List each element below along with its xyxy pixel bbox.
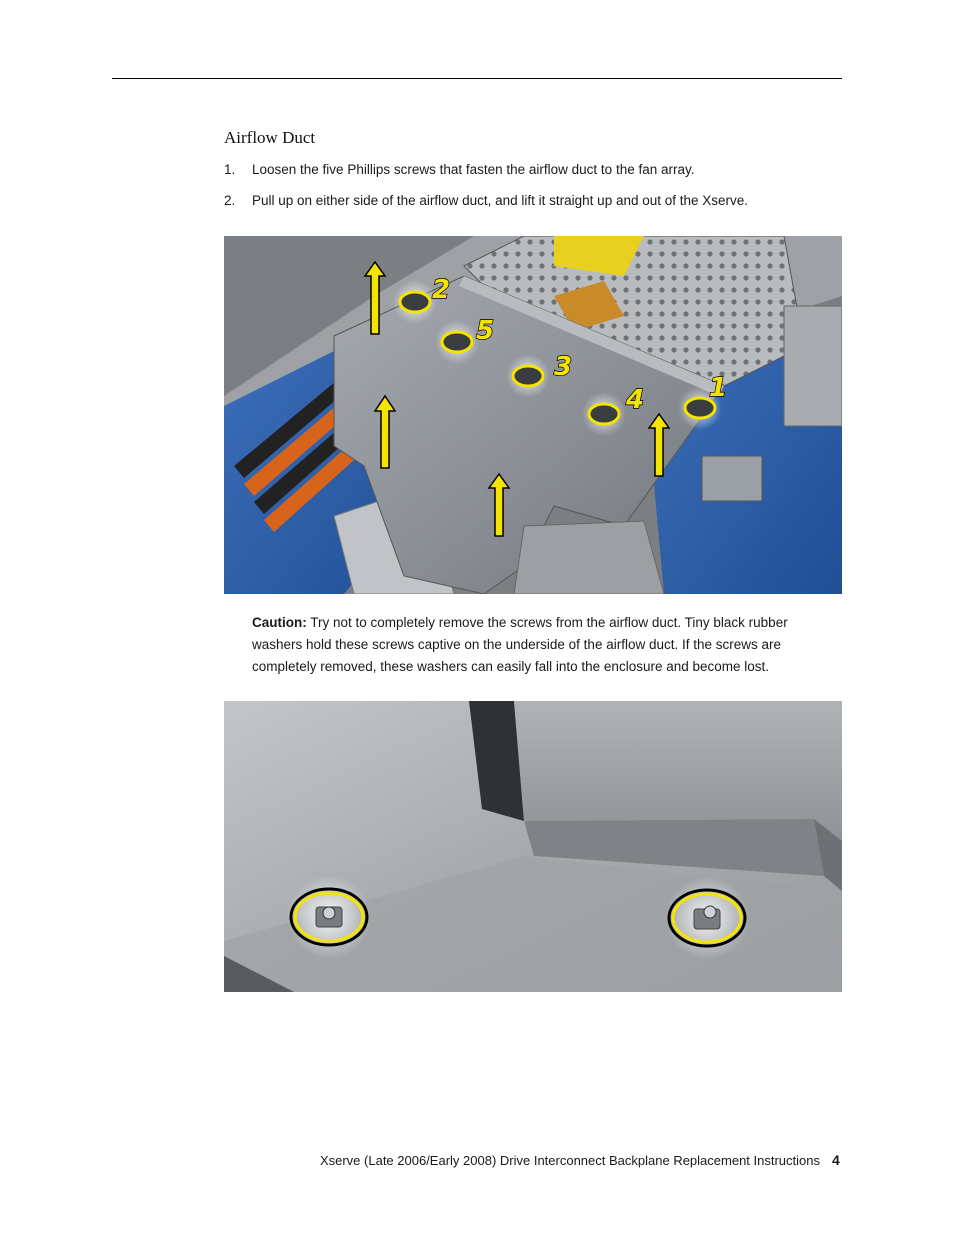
callout-label: 4 <box>626 385 645 415</box>
section-title: Airflow Duct <box>224 128 316 147</box>
callout-label: 2 <box>432 275 451 305</box>
caution-label: Caution: <box>252 615 307 630</box>
caution-text: Try not to completely remove the screws from the airflow duct. Tiny black rubber washers hold these screws captive on the underside of the airflow duct. If the screws are completely removed, these washers can easily fall into the enclosure and become lost. <box>252 615 788 674</box>
airflow-duct-photo <box>224 236 842 594</box>
duct-underside-illustration <box>224 701 842 992</box>
step-number: 2. <box>224 193 236 208</box>
callout-label: 1 <box>709 373 728 403</box>
page-number: 4 <box>832 1152 840 1168</box>
airflow-duct-illustration <box>224 236 842 594</box>
heatsink <box>702 456 762 501</box>
callout-label: 5 <box>476 316 495 346</box>
callout-label: 3 <box>554 352 573 382</box>
caution-note <box>252 612 837 678</box>
step-number: 1. <box>224 162 236 177</box>
header-rule <box>112 78 842 79</box>
footer-title: Xserve (Late 2006/Early 2008) Drive Interconnect Backplane Replacement Instructions <box>319 1153 820 1168</box>
step-text: Loosen the five Phillips screws that fasten the airflow duct to the fan array. <box>252 162 695 177</box>
duct-underside-photo <box>224 701 842 992</box>
step-text: Pull up on either side of the airflow duct, and lift it straight up and out of the Xserve. <box>252 193 749 208</box>
